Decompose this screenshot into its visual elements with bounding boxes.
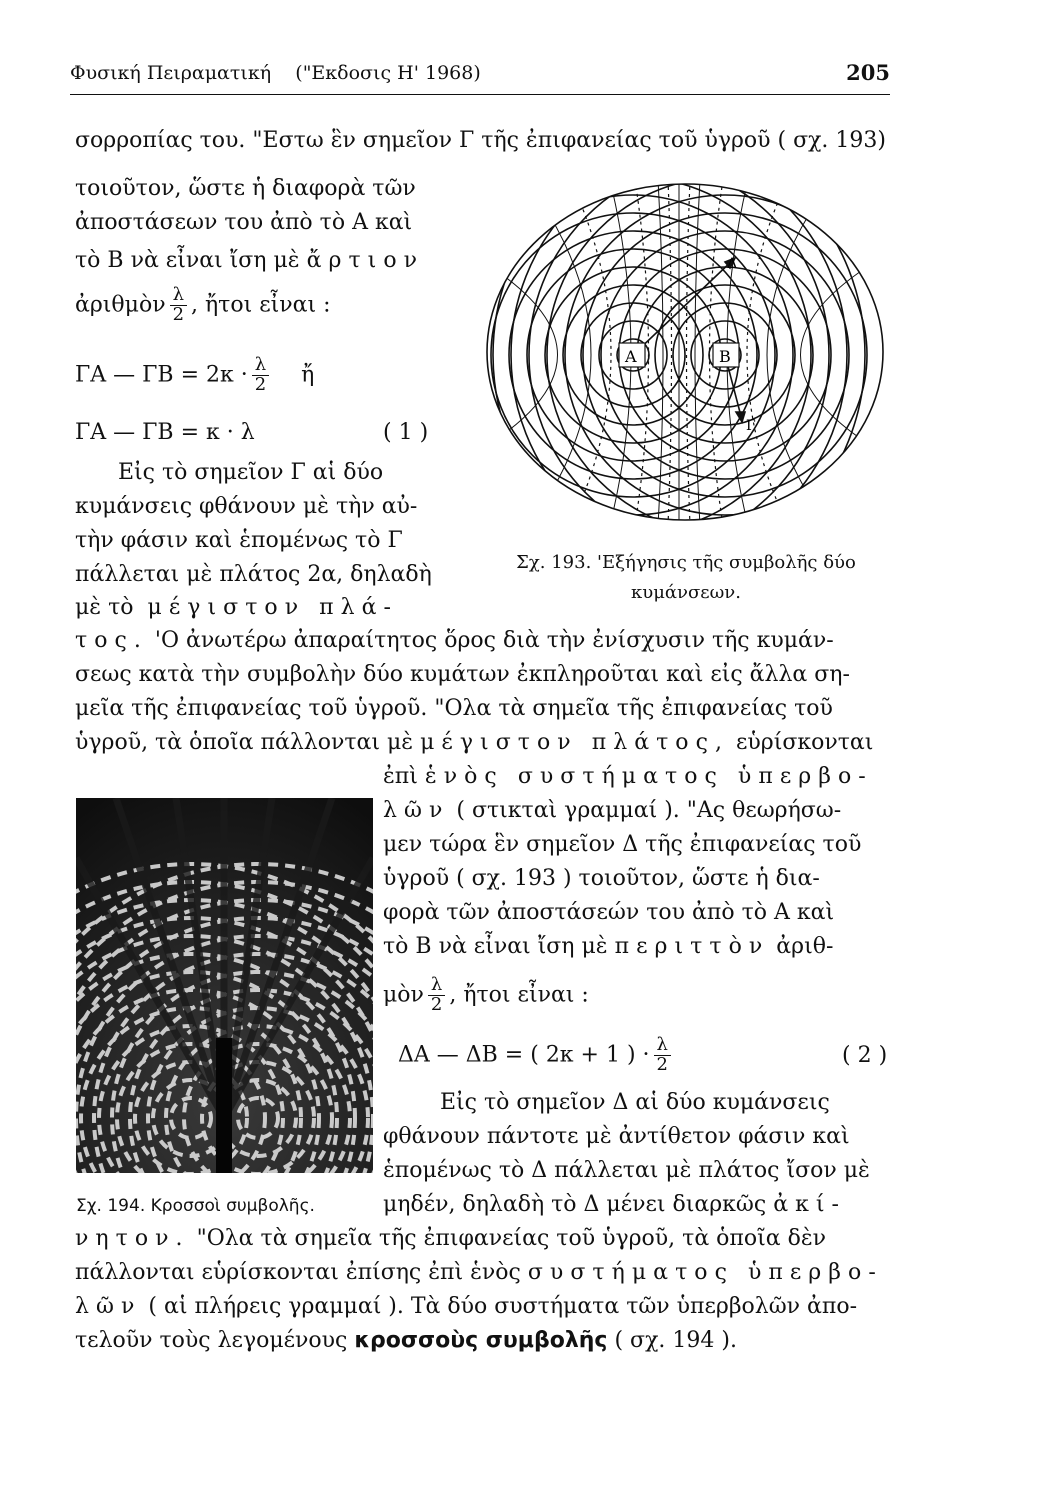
equation-number: ( 2 ) bbox=[842, 1043, 888, 1068]
equation: ΔΑ — ΔΒ = ( 2κ + 1 ) · $\frac{\lambda}{2}$ bbox=[398, 1036, 675, 1075]
figure-194-caption: Σχ. 194. Κροσσοὶ συμβολῆς. bbox=[76, 1196, 315, 1216]
figure-193-caption-cont: κυμάνσεων. bbox=[631, 582, 741, 603]
equation: ΓΑ — ΓΒ = κ · λ bbox=[75, 420, 255, 445]
source-a-label: Α bbox=[625, 347, 637, 366]
text-line: τος. 'Ο ἀνωτέρω ἀπαραίτητος ὅρος διὰ τὴν ἐνίσχυσιν τῆς κυμάν- bbox=[75, 628, 834, 653]
concentric-circles-b bbox=[493, 180, 890, 525]
text-line: μεν τώρα ἓν σημεῖον Δ τῆς ἐπιφανείας τοῦ bbox=[383, 832, 862, 857]
text-line: μεῖα τῆς ἐπιφανείας τοῦ ὑγροῦ. "Ολα τὰ σημεῖα τῆς ἐπιφανείας τοῦ bbox=[75, 696, 833, 721]
hyperbola-lines bbox=[480, 180, 878, 525]
text-line: νητον. "Ολα τὰ σημεῖα τῆς ἐπιφανείας τοῦ ὑγροῦ, τὰ ὁποῖα δὲν bbox=[75, 1226, 827, 1251]
text-line: ἐπὶ ἑνὸς συστήματος ὑπερβο- bbox=[383, 764, 873, 789]
text-line: μὸν $\frac{\lambda}{2}$ , ἤτοι εἶναι : bbox=[383, 974, 589, 1015]
text-line: Εἰς τὸ σημεῖον Γ αἱ δύο bbox=[118, 460, 384, 485]
text-line: μὲ τὸ μέγιστον πλά- bbox=[75, 595, 398, 620]
text-line: ὑγροῦ, τὰ ὁποῖα πάλλονται μὲ μέγιστον πλάτος, εὑρίσκονται bbox=[75, 730, 874, 755]
page-number: 205 bbox=[846, 60, 890, 85]
text-line: φορὰ τῶν ἀποστάσεών του ἀπὸ τὸ Α καὶ bbox=[383, 900, 835, 925]
text-line: ἀποστάσεων του ἀπὸ τὸ Α καὶ bbox=[75, 210, 413, 235]
point-d-label: Δ bbox=[727, 256, 738, 272]
fraction: $\frac{\lambda}{2}$ bbox=[654, 1036, 671, 1075]
text-line: φθάνουν πάντοτε μὲ ἀντίθετον φάσιν καὶ bbox=[383, 1124, 850, 1149]
fraction: $\frac{\lambda}{2}$ bbox=[170, 286, 187, 325]
text-line: ἑπομένως τὸ Δ πάλλεται μὲ πλάτος ἴσον μὲ bbox=[383, 1158, 870, 1183]
header-rule bbox=[70, 94, 890, 95]
point-g-label: Γ bbox=[746, 418, 756, 434]
figure-194-photo bbox=[76, 798, 373, 1173]
text-line: πάλλεται μὲ πλάτος 2α, δηλαδὴ bbox=[75, 562, 432, 587]
fraction: $\frac{\lambda}{2}$ bbox=[428, 976, 445, 1015]
text-line: μηδέν, δηλαδὴ τὸ Δ μένει διαρκῶς ἀκί- bbox=[383, 1192, 847, 1217]
page-header bbox=[70, 58, 890, 98]
text-line: ἀριθμὸν $\frac{\lambda}{2}$ , ἤτοι εἶναι : bbox=[75, 284, 331, 325]
text-line: λῶν ( στικταὶ γραμμαί ). "Ας θεωρήσω- bbox=[383, 798, 842, 823]
text-line: κυμάνσεις φθάνουν μὲ τὴν αὐ- bbox=[75, 494, 418, 519]
text-line: τελοῦν τοὺς λεγομένους κροσσοὺς συμβολῆς ( σχ. 194 ). bbox=[75, 1328, 737, 1353]
text-line: ὑγροῦ ( σχ. 193 ) τοιοῦτον, ὥστε ἡ δια- bbox=[383, 866, 820, 891]
text-line: λῶν ( αἱ πλήρεις γραμμαί ). Τὰ δύο συστήματα τῶν ὑπερβολῶν ἀπο- bbox=[75, 1294, 858, 1319]
text-line: σορροπίας του. "Εστω ἓν σημεῖον Γ τῆς ἐπιφανείας τοῦ ὑγροῦ ( σχ. 193) bbox=[75, 128, 886, 153]
text-line: σεως κατὰ τὴν συμβολὴν δύο κυμάτων ἐκπληροῦται καὶ εἰς ἄλλα ση- bbox=[75, 662, 850, 687]
figure-193-diagram bbox=[480, 180, 890, 525]
source-b-label: Β bbox=[719, 347, 731, 366]
running-title: Φυσική Πειραματική ("Εκδοσις Η' 1968) bbox=[70, 62, 481, 84]
text-line: πάλλονται εὑρίσκονται ἐπίσης ἐπὶ ἑνὸς συστήματος ὑπερβο- bbox=[75, 1260, 883, 1285]
equation-number: ( 1 ) bbox=[383, 420, 429, 445]
text-line: τὸ Β νὰ εἶναι ἴση μὲ ἄρτιον bbox=[75, 248, 425, 273]
text-line: Εἰς τὸ σημεῖον Δ αἱ δύο κυμάνσεις bbox=[440, 1090, 830, 1115]
text-line: τὴν φάσιν καὶ ἑπομένως τὸ Γ bbox=[75, 528, 403, 553]
fraction: $\frac{\lambda}{2}$ bbox=[252, 356, 269, 395]
figure-193-caption: Σχ. 193. 'Εξήγησις τῆς συμβολῆς δύο bbox=[516, 552, 856, 573]
equation: ΓΑ — ΓΒ = 2κ · $\frac{\lambda}{2}$ ἤ bbox=[75, 354, 315, 395]
text-line: τὸ Β νὰ εἶναι ἴση μὲ περιττὸν ἀριθ- bbox=[383, 934, 834, 959]
text-line: τοιοῦτον, ὥστε ἡ διαφορὰ τῶν bbox=[75, 176, 416, 201]
